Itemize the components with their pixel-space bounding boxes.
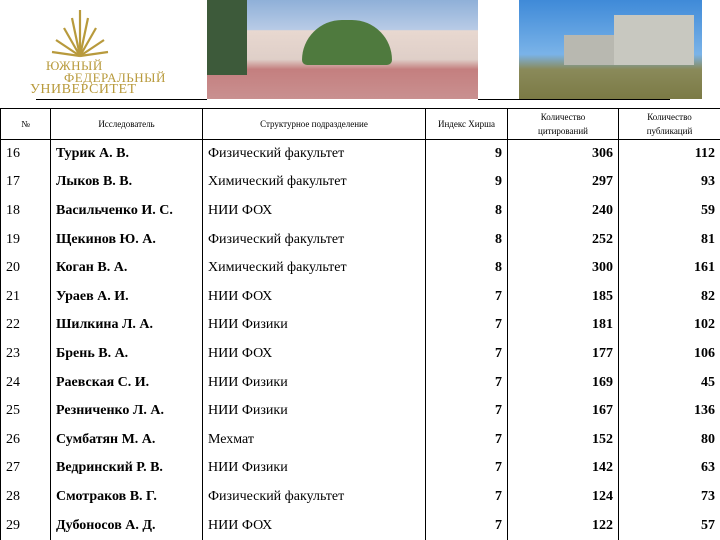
table-row xyxy=(1,454,720,483)
row-number: 16 xyxy=(1,140,51,169)
department: НИИ Физики xyxy=(203,454,426,483)
researcher-name: Сумбатян М. А. xyxy=(51,425,203,454)
logo-text-line2: ФЕДЕРАЛЬНЫЙ xyxy=(64,70,166,85)
publications: 63 xyxy=(619,454,720,483)
publications: 102 xyxy=(619,311,720,340)
citations: 177 xyxy=(508,340,619,369)
department: НИИ ФОХ xyxy=(203,340,426,369)
table-row xyxy=(1,282,720,311)
hirsch-index: 8 xyxy=(426,225,508,254)
department: Физический факультет xyxy=(203,140,426,169)
citations: 167 xyxy=(508,397,619,426)
sunburst-logo-icon xyxy=(50,8,110,58)
citations: 252 xyxy=(508,225,619,254)
citations: 181 xyxy=(508,311,619,340)
researcher-name: Резниченко Л. А. xyxy=(51,397,203,426)
publications: 59 xyxy=(619,197,720,226)
department: Физический факультет xyxy=(203,483,426,512)
divider xyxy=(36,99,207,100)
row-number: 27 xyxy=(1,454,51,483)
researcher-name: Раевская С. И. xyxy=(51,368,203,397)
table-row xyxy=(1,225,720,254)
row-number: 28 xyxy=(1,483,51,512)
hirsch-index: 7 xyxy=(426,282,508,311)
row-number: 26 xyxy=(1,425,51,454)
publications: 106 xyxy=(619,340,720,369)
department: НИИ ФОХ xyxy=(203,282,426,311)
researcher-name: Смотраков В. Г. xyxy=(51,483,203,512)
department: Химический факультет xyxy=(203,254,426,283)
department: НИИ Физики xyxy=(203,368,426,397)
row-number: 21 xyxy=(1,282,51,311)
hirsch-index: 8 xyxy=(426,197,508,226)
citations: 297 xyxy=(508,168,619,197)
publications: 136 xyxy=(619,397,720,426)
row-number: 22 xyxy=(1,311,51,340)
researchers-table xyxy=(0,108,720,540)
publications: 57 xyxy=(619,511,720,540)
publications: 93 xyxy=(619,168,720,197)
header-citations: Количество цитирований xyxy=(508,109,619,140)
hirsch-index: 7 xyxy=(426,454,508,483)
department: Химический факультет xyxy=(203,168,426,197)
row-number: 17 xyxy=(1,168,51,197)
researcher-name: Турик А. В. xyxy=(51,140,203,169)
citations: 124 xyxy=(508,483,619,512)
university-logo xyxy=(30,8,180,96)
row-number: 29 xyxy=(1,511,51,540)
citations: 122 xyxy=(508,511,619,540)
department: Мехмат xyxy=(203,425,426,454)
hirsch-index: 7 xyxy=(426,483,508,512)
publications: 45 xyxy=(619,368,720,397)
table-row xyxy=(1,254,720,283)
header-department: Структурное подразделение xyxy=(203,109,426,140)
university-building-photo xyxy=(207,0,478,99)
department: НИИ Физики xyxy=(203,311,426,340)
table-row xyxy=(1,368,720,397)
header-hirsch-index: Индекс Хирша xyxy=(426,109,508,140)
researcher-name: Лыков В. В. xyxy=(51,168,203,197)
citations: 306 xyxy=(508,140,619,169)
row-number: 25 xyxy=(1,397,51,426)
hirsch-index: 8 xyxy=(426,254,508,283)
table-row xyxy=(1,140,720,169)
publications: 82 xyxy=(619,282,720,311)
campus-building-photo xyxy=(519,0,702,99)
publications: 80 xyxy=(619,425,720,454)
researcher-name: Коган В. А. xyxy=(51,254,203,283)
researcher-name: Васильченко И. С. xyxy=(51,197,203,226)
hirsch-index: 9 xyxy=(426,168,508,197)
row-number: 20 xyxy=(1,254,51,283)
researcher-name: Ураев А. И. xyxy=(51,282,203,311)
citations: 300 xyxy=(508,254,619,283)
hirsch-index: 7 xyxy=(426,425,508,454)
publications: 161 xyxy=(619,254,720,283)
department: Физический факультет xyxy=(203,225,426,254)
publications: 73 xyxy=(619,483,720,512)
logo-text-line1: ЮЖНЫЙ xyxy=(46,58,103,73)
department: НИИ Физики xyxy=(203,397,426,426)
header-number: № xyxy=(1,109,51,140)
header-publications: Количество публикаций xyxy=(619,109,720,140)
hirsch-index: 7 xyxy=(426,340,508,369)
table-header-row xyxy=(1,109,720,140)
department: НИИ ФОХ xyxy=(203,197,426,226)
researcher-name: Шилкина Л. А. xyxy=(51,311,203,340)
header-researcher: Исследователь xyxy=(51,109,203,140)
citations: 169 xyxy=(508,368,619,397)
table-row xyxy=(1,511,720,540)
citations: 142 xyxy=(508,454,619,483)
table-row xyxy=(1,397,720,426)
table-row xyxy=(1,311,720,340)
row-number: 19 xyxy=(1,225,51,254)
hirsch-index: 7 xyxy=(426,368,508,397)
row-number: 23 xyxy=(1,340,51,369)
researcher-name: Щекинов Ю. А. xyxy=(51,225,203,254)
divider xyxy=(478,99,670,100)
table-row xyxy=(1,168,720,197)
citations: 240 xyxy=(508,197,619,226)
table-row xyxy=(1,425,720,454)
hirsch-index: 9 xyxy=(426,140,508,169)
row-number: 18 xyxy=(1,197,51,226)
publications: 81 xyxy=(619,225,720,254)
department: НИИ ФОХ xyxy=(203,511,426,540)
researcher-name: Брень В. А. xyxy=(51,340,203,369)
citations: 152 xyxy=(508,425,619,454)
table-row xyxy=(1,197,720,226)
hirsch-index: 7 xyxy=(426,311,508,340)
researcher-name: Ведринский Р. В. xyxy=(51,454,203,483)
hirsch-index: 7 xyxy=(426,397,508,426)
hirsch-index: 7 xyxy=(426,511,508,540)
table-row xyxy=(1,483,720,512)
researcher-name: Дубоносов А. Д. xyxy=(51,511,203,540)
table-row xyxy=(1,340,720,369)
publications: 112 xyxy=(619,140,720,169)
citations: 185 xyxy=(508,282,619,311)
row-number: 24 xyxy=(1,368,51,397)
logo-text-line3: УНИВЕРСИТЕТ xyxy=(30,82,137,97)
